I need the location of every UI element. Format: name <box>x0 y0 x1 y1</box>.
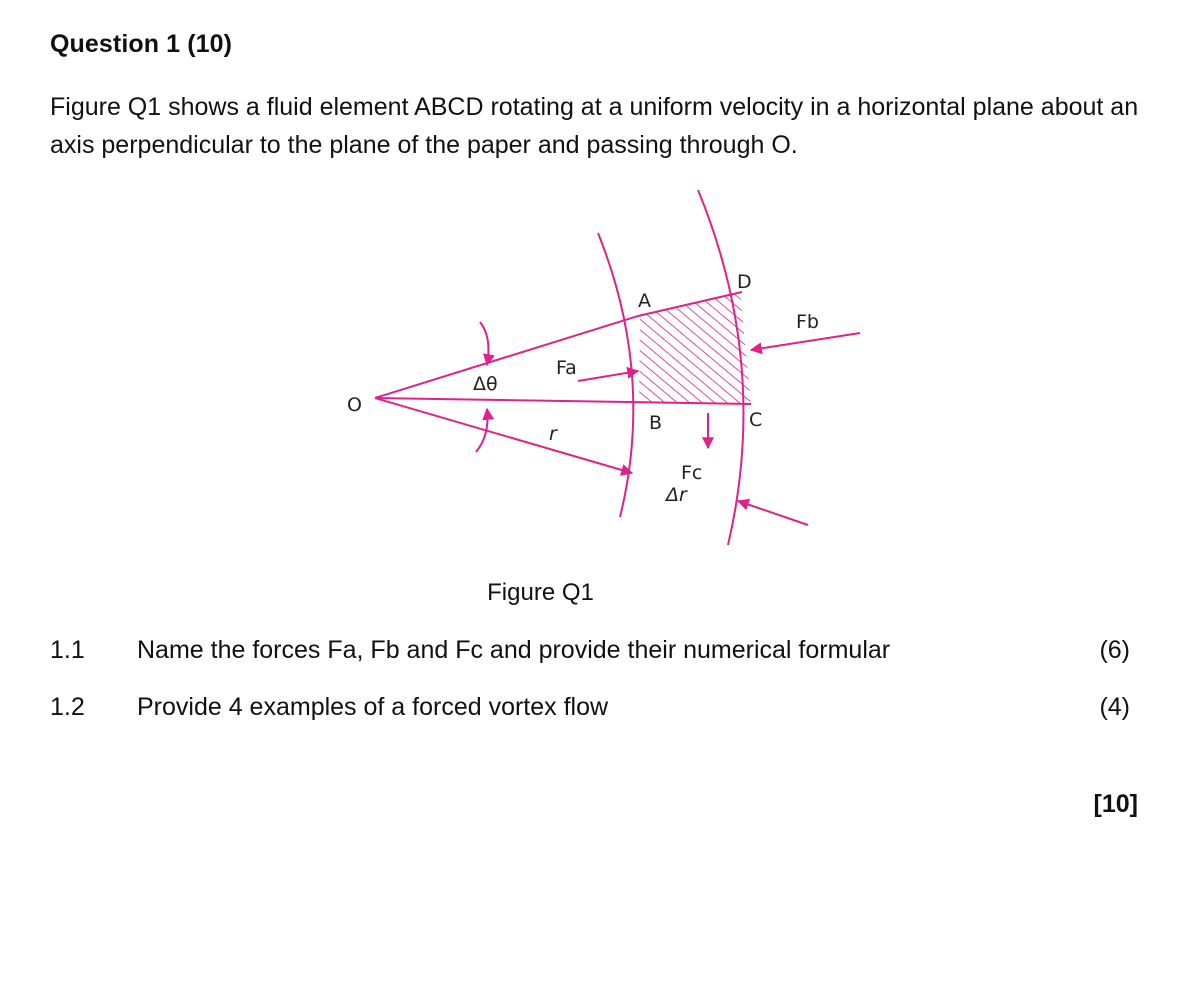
sub-question-marks: (4) <box>1099 693 1130 721</box>
sub-question-number: 1.1 <box>50 636 85 664</box>
fb-arrow <box>751 333 860 350</box>
outer-force-arrow <box>738 501 808 525</box>
label-delta-r: Δr <box>666 484 687 506</box>
label-delta-theta: Δθ <box>473 373 498 395</box>
label-o: O <box>347 394 362 416</box>
sub-question-text: Name the forces Fa, Fb and Fc and provide their numerical formular <box>137 636 891 664</box>
sub-question-text: Provide 4 examples of a forced vortex flow <box>137 693 609 721</box>
total-marks: [10] <box>1093 790 1138 818</box>
label-fa: Fa <box>556 357 577 379</box>
r-arrow <box>375 398 632 473</box>
question-intro: Figure Q1 shows a fluid element ABCD rotating at a uniform velocity in a horizontal plane about an axis perpendicular to the plane of the paper and passing through O. <box>50 93 1139 159</box>
question-heading: Question 1 (10) <box>50 30 233 58</box>
label-b: B <box>649 412 663 434</box>
sub-question-number: 1.2 <box>50 693 85 721</box>
sub-question-1-1 <box>50 636 1130 670</box>
sub-question-1-2 <box>50 693 1130 727</box>
label-a: A <box>638 290 651 312</box>
delta-theta-top-arrow <box>480 322 488 365</box>
figure-q1-diagram <box>330 185 870 555</box>
fa-arrow <box>578 371 638 381</box>
sub-question-marks: (6) <box>1099 636 1130 664</box>
label-fb: Fb <box>796 311 819 333</box>
figure-caption: Figure Q1 <box>487 579 594 606</box>
label-c: C <box>749 409 763 431</box>
label-fc: Fc <box>681 462 703 484</box>
radial-line-oa <box>375 316 638 398</box>
delta-theta-bottom-arrow <box>476 409 488 452</box>
label-r: r <box>549 423 557 445</box>
label-d: D <box>737 271 752 293</box>
